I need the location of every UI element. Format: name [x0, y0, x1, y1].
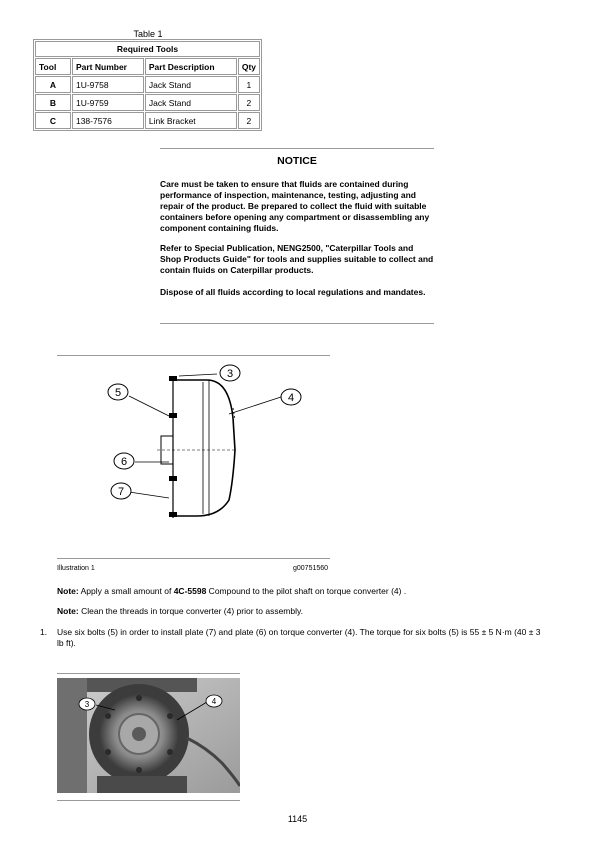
- tool-cell: C: [35, 112, 71, 129]
- tool-cell: A: [35, 76, 71, 93]
- callout-5-label: 5: [114, 387, 122, 399]
- note-text: Compound to the pilot shaft on torque converter (4) .: [206, 586, 407, 596]
- callout-4-label: 4: [287, 392, 295, 404]
- column-header-part-description: Part Description: [145, 58, 237, 75]
- part-number-cell: 138-7576: [72, 112, 144, 129]
- callout-4: [281, 389, 301, 405]
- callout-3: [220, 365, 240, 381]
- note-text: Clean the threads in torque converter (4) prior to assembly.: [78, 606, 303, 616]
- part-description-cell: Jack Stand: [145, 76, 237, 93]
- callout-3-label: 3: [226, 368, 234, 380]
- notice-paragraph: Dispose of all fluids according to local regulations and mandates.: [160, 287, 426, 297]
- part-description-cell: Jack Stand: [145, 94, 237, 111]
- note-text: Apply a small amount of: [78, 586, 174, 596]
- note-label: Note:: [57, 586, 79, 596]
- illustration-caption: Illustration 1: [57, 565, 95, 572]
- table-row: [35, 76, 260, 93]
- photo-callout-4-label: 4: [211, 697, 217, 706]
- notice-bottom-rule: [160, 323, 434, 324]
- note-clean-threads: [57, 606, 537, 617]
- qty-cell: 2: [238, 94, 260, 111]
- callout-6-label: 6: [120, 456, 128, 468]
- column-header-qty: Qty: [238, 58, 260, 75]
- note-compound: [57, 586, 537, 597]
- callout-6: [114, 453, 134, 469]
- converter-housing: [173, 380, 235, 516]
- callout-5: [108, 384, 128, 400]
- notice-heading: NOTICE: [277, 155, 317, 167]
- part-description-cell: Link Bracket: [145, 112, 237, 129]
- notice-top-rule: [160, 148, 434, 149]
- qty-cell: 2: [238, 112, 260, 129]
- photo-callout-3: [79, 698, 95, 710]
- table-caption: Table 1: [133, 29, 163, 39]
- note-label: Note:: [57, 606, 79, 616]
- tool-cell: B: [35, 94, 71, 111]
- table-row: [35, 112, 260, 129]
- part-number-cell: 1U-9758: [72, 76, 144, 93]
- illustration-bottom-rule: [57, 558, 330, 559]
- illustration-id: g00751560: [293, 565, 329, 572]
- part-number: 4C-5598: [173, 586, 207, 596]
- torque-converter-diagram: [57, 358, 330, 558]
- callout-7: [111, 483, 131, 499]
- photo-top-rule: [57, 673, 240, 674]
- step-text: Use six bolts (5) in order to install plate (7) and plate (6) on torque converter (4). The torque for six bolts (5) is 55 ± 5 N·m (40 ± 3 lb ft).: [57, 627, 541, 648]
- step-number: 1.: [40, 627, 48, 637]
- photo-bottom-rule: [57, 800, 240, 801]
- column-header-tool: Tool: [35, 58, 71, 75]
- page-number: 1145: [287, 814, 308, 824]
- illustration-top-rule: [57, 355, 330, 356]
- torque-converter-photo: [57, 678, 240, 793]
- required-tools-table: [33, 39, 262, 131]
- notice-paragraph: Care must be taken to ensure that fluids are contained during performance of inspection, maintenance, testing, adjusting and repair of the product. Be prepared to collect the fluid with suitable containers before opening any compartment or disassembling any component containing fluids.: [160, 179, 430, 233]
- table-title: Required Tools: [35, 41, 260, 57]
- callout-7-label: 7: [117, 486, 125, 498]
- part-number-cell: 1U-9759: [72, 94, 144, 111]
- photo-callout-4: [206, 695, 222, 707]
- table-row: [35, 94, 260, 111]
- qty-cell: 1: [238, 76, 260, 93]
- photo-callout-3-label: 3: [84, 700, 90, 709]
- notice-paragraph: Refer to Special Publication, NENG2500, "Caterpillar Tools and Shop Products Guide" for tools and supplies suitable to collect and contain fluids on Caterpillar products.: [160, 243, 434, 275]
- column-header-part-number: Part Number: [72, 58, 144, 75]
